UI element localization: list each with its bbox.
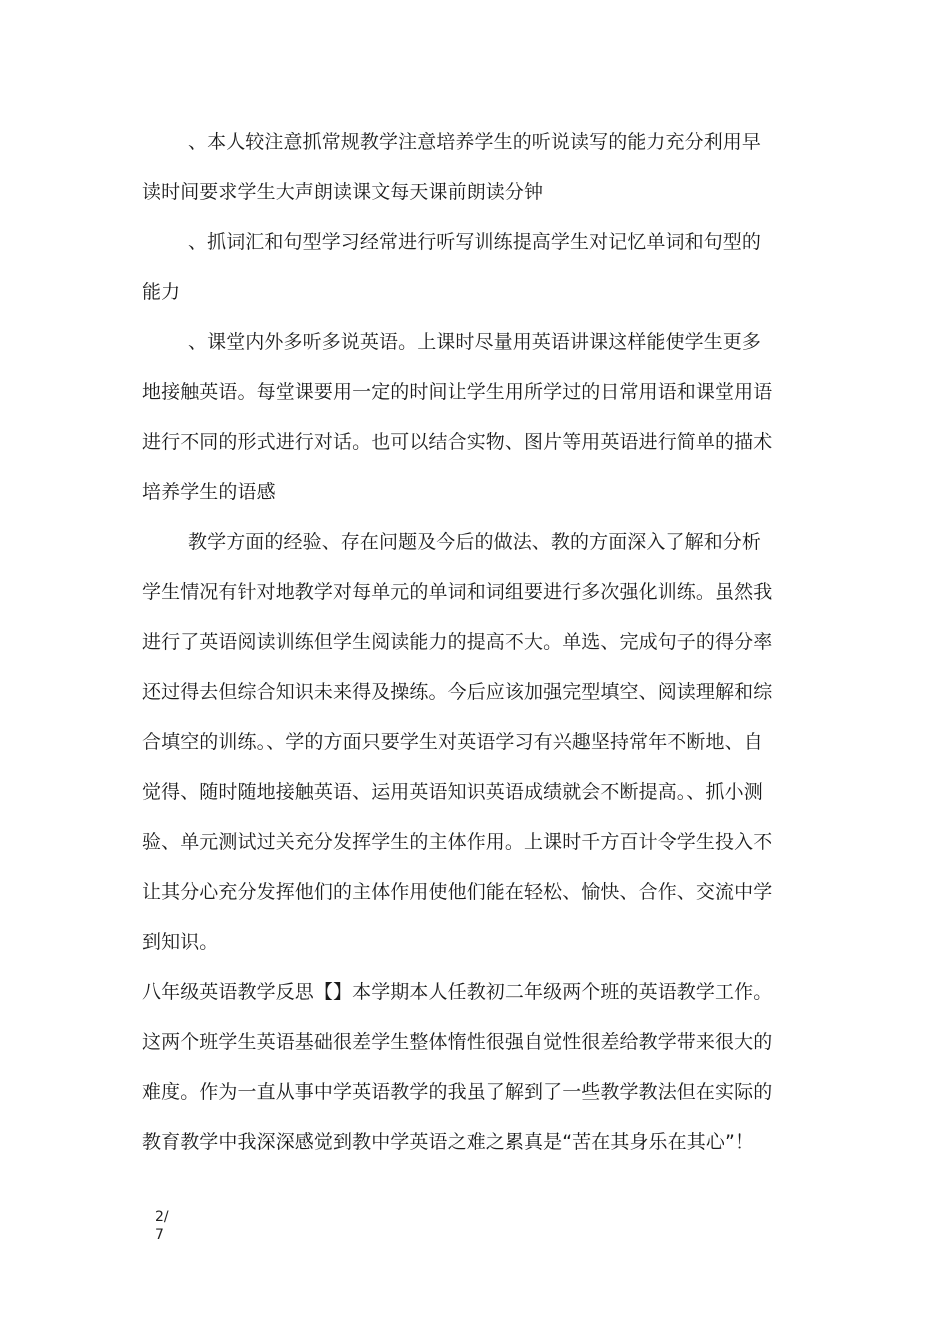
text-line: 地接触英语。每堂课要用一定的时间让学生用所学过的日常用语和课堂用语 — [142, 381, 773, 403]
text-line: 八年级英语教学反思【】本学期本人任教初二年级两个班的英语教学工作。 — [142, 981, 773, 1003]
text-line: 验、单元测试过关充分发挥学生的主体作用。上课时千方百计令学生投入不 — [142, 831, 773, 853]
text-line: 、本人较注意抓常规教学注意培养学生的听说读写的能力充分利用早 — [188, 131, 762, 153]
text-line: 进行了英语阅读训练但学生阅读能力的提高不大。单选、完成句子的得分率 — [142, 631, 773, 653]
text-line: 、抓词汇和句型学习经常进行听写训练提高学生对记忆单词和句型的 — [188, 231, 762, 253]
text-line: 教育教学中我深深感觉到教中学英语之难之累真是“苦在其身乐在其心”！ — [142, 1131, 754, 1153]
text-line: 读时间要求学生大声朗读课文每天课前朗读分钟 — [142, 181, 544, 203]
text-line: 还过得去但综合知识未来得及操练。今后应该加强完型填空、阅读理解和综 — [142, 681, 773, 703]
text-line: 能力 — [142, 281, 181, 303]
text-line: 学生情况有针对地教学对每单元的单词和词组要进行多次强化训练。虽然我 — [142, 581, 773, 603]
text-line: 合填空的训练。、学的方面只要学生对英语学习有兴趣坚持常年不断地、自 — [142, 731, 763, 753]
page-number-top: 2/ — [155, 1209, 169, 1225]
text-line: 教学方面的经验、存在问题及今后的做法、教的方面深入了解和分析 — [188, 531, 762, 553]
text-line: 难度。作为一直从事中学英语教学的我虽了解到了一些教学教法但在实际的 — [142, 1081, 773, 1103]
text-line: 进行不同的形式进行对话。也可以结合实物、图片等用英语进行简单的描术 — [142, 431, 773, 453]
page-number — [155, 1208, 179, 1244]
text-line: 培养学生的语感 — [142, 481, 276, 503]
page-number-bottom: 7 — [155, 1227, 164, 1243]
text-line: 觉得、随时随地接触英语、运用英语知识英语成绩就会不断提高。、抓小测 — [142, 781, 763, 803]
text-line: 到知识。 — [142, 931, 219, 953]
text-line: 让其分心充分发挥他们的主体作用使他们能在轻松、愉快、合作、交流中学 — [142, 881, 773, 903]
text-line: 这两个班学生英语基础很差学生整体惰性很强自觉性很差给教学带来很大的 — [142, 1031, 773, 1053]
text-line: 、课堂内外多听多说英语。上课时尽量用英语讲课这样能使学生更多 — [188, 331, 762, 353]
